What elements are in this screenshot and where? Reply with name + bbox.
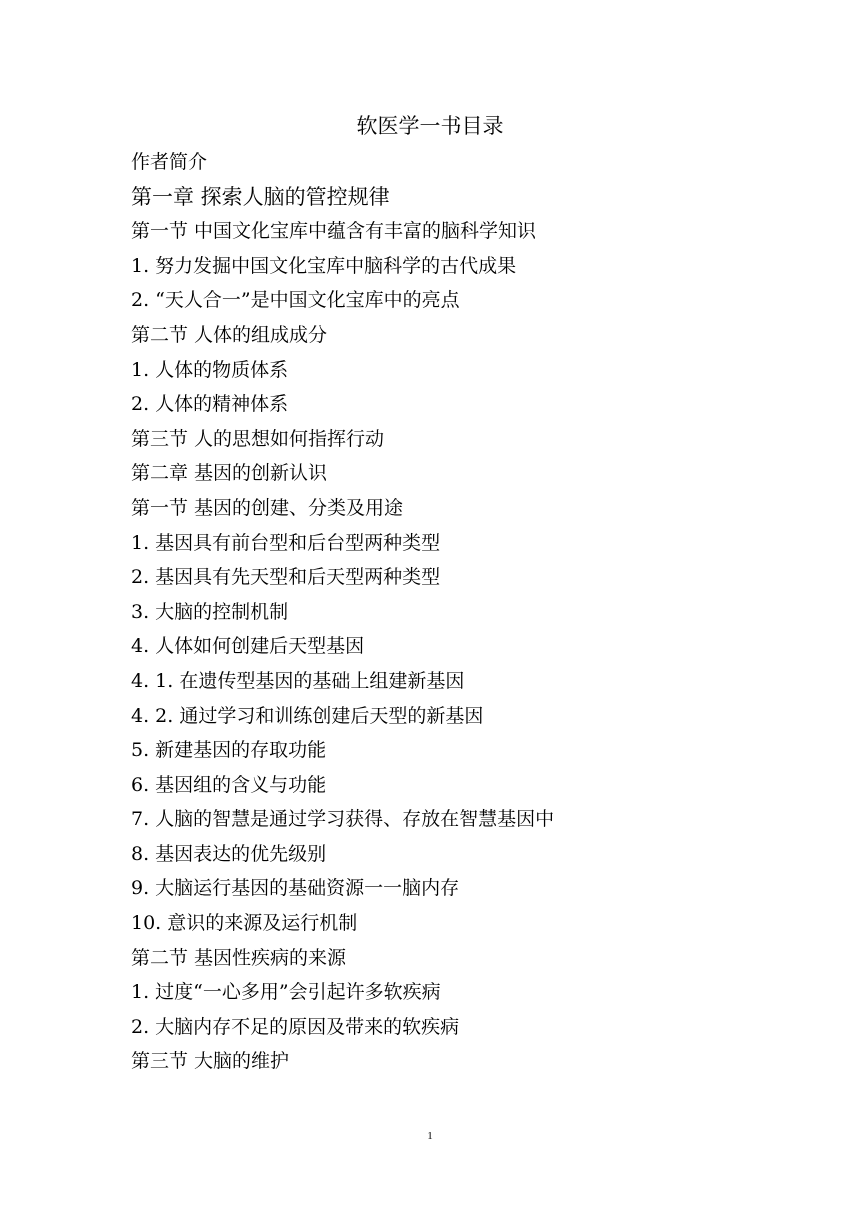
toc-entry-author-intro: 作者简介 <box>131 151 208 173</box>
toc-entry: 7. 人脑的智慧是通过学习获得、存放在智慧基因中 <box>131 808 555 831</box>
toc-entry: 第三节 人的思想如何指挥行动 <box>131 427 385 450</box>
toc-entry: 2. 基因具有先天型和后天型两种类型 <box>131 566 441 589</box>
toc-entry: 第一节 基因的创建、分类及用途 <box>131 496 404 519</box>
page-number: 1 <box>427 1130 433 1142</box>
table-of-contents <box>131 145 791 1079</box>
toc-entry: 3. 大脑的控制机制 <box>131 600 289 623</box>
toc-entry: 1. 努力发掘中国文化宝库中脑科学的古代成果 <box>131 254 517 277</box>
toc-entry: 1. 基因具有前台型和后台型两种类型 <box>131 531 441 554</box>
toc-entry: 2. 大脑内存不足的原因及带来的软疾病 <box>131 1015 460 1038</box>
toc-entry: 4. 2. 通过学习和训练创建后天型的新基因 <box>131 704 484 727</box>
toc-entry: 5. 新建基因的存取功能 <box>131 739 327 762</box>
toc-entry-chapter-1: 第一章 探索人脑的管控规律 <box>131 184 390 209</box>
toc-entry: 6. 基因组的含义与功能 <box>131 773 327 796</box>
toc-entry: 第三节 大脑的维护 <box>131 1050 290 1073</box>
toc-entry: 2. 人体的精神体系 <box>131 393 289 416</box>
toc-entry: 第二节 人体的组成成分 <box>131 323 328 346</box>
toc-entry: 1. 过度“一心多用”会引起许多软疾病 <box>131 981 441 1004</box>
document-title: 软医学一书目录 <box>356 114 504 138</box>
toc-entry: 9. 大脑运行基因的基础资源一一脑内存 <box>131 877 460 900</box>
toc-entry-chapter-2: 第二章 基因的创新认识 <box>131 462 328 485</box>
toc-entry: 第一节 中国文化宝库中蕴含有丰富的脑科学知识 <box>131 220 537 243</box>
toc-entry: 1. 人体的物质体系 <box>131 358 289 381</box>
toc-entry: 第二节 基因性疾病的来源 <box>131 946 347 969</box>
toc-entry: 4. 人体如何创建后天型基因 <box>131 635 365 658</box>
toc-entry: 4. 1. 在遗传型基因的基础上组建新基因 <box>131 669 465 692</box>
toc-entry: 8. 基因表达的优先级别 <box>131 842 327 865</box>
toc-entry: 2. “天人合一”是中国文化宝库中的亮点 <box>131 289 460 312</box>
toc-entry: 10. 意识的来源及运行机制 <box>131 912 358 935</box>
